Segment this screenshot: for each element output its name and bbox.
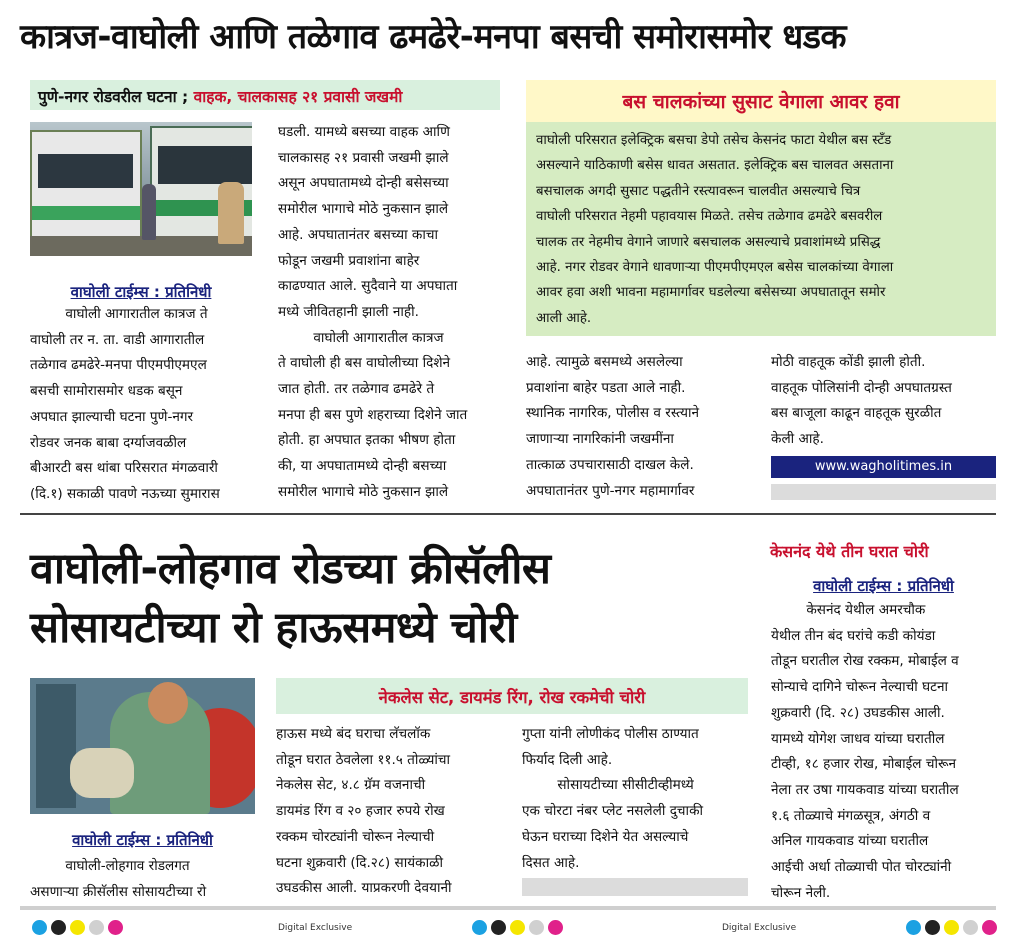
text-line: आहे. अपघातानंतर बसच्या काचा xyxy=(278,226,439,243)
story1-column-4 xyxy=(771,350,996,453)
text-line: दिसत आहे. xyxy=(522,854,580,871)
color-registration-marks xyxy=(32,920,123,935)
story2-headline-line1: वाघोली-लोहगाव रोडच्या क्रीसॅलीस xyxy=(30,544,551,594)
text-line: अपघातानंतर पुणे-नगर महामार्गावर xyxy=(526,482,695,499)
person-figure xyxy=(218,182,244,244)
text-line: असणाऱ्या क्रीसॅलीस सोसायटीच्या रो xyxy=(30,883,207,900)
story1-subhead-injured: वाहक, चालकासह २१ प्रवासी जखमी xyxy=(193,88,403,106)
story2-headline-line2: सोसायटीच्या रो हाऊसमध्ये चोरी xyxy=(30,603,517,653)
text-line: मनपा ही बस पुणे शहराच्या दिशेने जात xyxy=(278,406,468,423)
registration-dot xyxy=(70,920,85,935)
text-line: आवर हवा अशी भावना महामार्गावर घडलेल्या बसेसच्या अपघातातून समोर xyxy=(536,285,886,301)
text-line: सोसायटीच्या सीसीटीव्हीमध्ये xyxy=(557,777,694,794)
text-line: मोठी वाहतूक कोंडी झाली होती. xyxy=(771,354,926,370)
text-line: नेला तर उषा गायकवाड यांच्या घरातील xyxy=(771,781,959,798)
text-line: जात होती. तर तळेगाव ढमढेरे ते xyxy=(278,381,435,398)
registration-dot xyxy=(472,920,487,935)
text-line: शुक्रवारी (दि. २८) उघडकीस आली. xyxy=(771,704,945,721)
footer-bar xyxy=(20,906,996,910)
story2-headline xyxy=(30,540,760,658)
text-line: वाघोली आगारातील कात्रज xyxy=(313,329,444,346)
footer-label: Digital Exclusive xyxy=(278,923,353,933)
text-line: असल्याने याठिकाणी बसेस धावत असतात. इलेक्ट्रिक बस चालवत असताना xyxy=(536,158,894,174)
text-line: की, या अपघातामध्ये दोन्ही बसच्या xyxy=(278,458,447,475)
text-line: चालक तर नेहमीच वेगाने जाणारे बसचालक असल्याचे प्रवाशांमध्ये प्रसिद्ध xyxy=(536,234,881,250)
text-line: केसनंद येथील अमरचौक xyxy=(806,602,926,618)
person-figure xyxy=(142,184,156,240)
website-url: www.wagholitimes.in xyxy=(771,456,996,478)
bus-accident-photo xyxy=(30,122,252,256)
text-line: तोडून घरातील रोख रक्कम, मोबाईल व xyxy=(771,653,959,670)
text-line: फोडून जखमी प्रवाशांना बाहेर xyxy=(278,252,420,269)
text-line: आईची अर्धा तोळ्याची पोत चोरट्यांनी xyxy=(771,859,952,876)
sidebox-body xyxy=(526,122,996,336)
text-line: (दि.१) सकाळी पावणे नऊच्या सुमारास xyxy=(30,485,220,502)
story2-column-1 xyxy=(30,854,255,905)
story1-subhead-location: पुणे-नगर रोडवरील घटना ; xyxy=(38,88,194,106)
text-line: गुप्ता यांनी लोणीकंद पोलीस ठाण्यात xyxy=(522,726,699,742)
theft-illustration xyxy=(30,678,255,814)
registration-dot xyxy=(32,920,47,935)
text-line: टीव्ही, १८ हजार रोख, मोबाईल चोरून xyxy=(771,756,957,773)
text-line: काढण्यात आले. सुदैवाने या अपघाता xyxy=(278,278,458,295)
registration-dot xyxy=(51,920,66,935)
text-line: घेऊन घराच्या दिशेने येत असल्याचे xyxy=(522,828,689,845)
story2-subhead: नेकलेस सेट, डायमंड रिंग, रोख रकमेची चोरी xyxy=(276,678,748,714)
text-line: वाघोली परिसरात नेहमी पहावयास मिळते. तसेच तळेगाव ढमढेरे बसवरील xyxy=(536,209,883,225)
registration-dot xyxy=(108,920,123,935)
text-line: वाघोली तर न. ता. वाडी आगारातील xyxy=(30,331,205,348)
text-line: चालकासह २१ प्रवासी जखमी झाले xyxy=(278,149,449,166)
registration-dot xyxy=(944,920,959,935)
text-line: घटना शुक्रवारी (दि.२८) सायंकाळी xyxy=(276,854,443,871)
text-line: मध्ये जीवितहानी झाली नाही. xyxy=(278,303,419,320)
grey-divider xyxy=(771,484,996,500)
text-line: आली आहे. xyxy=(536,310,592,326)
text-line: बसची सामोरासमोर धडक बसून xyxy=(30,383,183,400)
text-line: तळेगाव ढमढेरे-मनपा पीएमपीएमएल xyxy=(30,357,207,374)
registration-dot xyxy=(906,920,921,935)
registration-dot xyxy=(548,920,563,935)
text-line: प्रवाशांना बाहेर पडता आले नाही. xyxy=(526,379,686,396)
text-line: उघडकीस आली. याप्रकरणी देवयानी xyxy=(276,880,452,897)
text-line: नेकलेस सेट, ४.८ ग्रॅम वजनाची xyxy=(276,777,426,794)
story2-byline: वाघोली टाईम्स : प्रतिनिधी xyxy=(72,831,213,849)
bus-left-image xyxy=(30,130,142,240)
text-line: होती. हा अपघात इतका भीषण होता xyxy=(278,432,456,449)
text-line: १.६ तोळ्याचे मंगळसूत्र, अंगठी व xyxy=(771,807,931,824)
story1-column-1 xyxy=(30,302,252,508)
text-line: वाघोली-लोहगाव रोडलगत xyxy=(65,858,190,874)
text-line: यामध्ये योगेश जाधव यांच्या घरातील xyxy=(771,730,945,747)
color-registration-marks xyxy=(472,920,563,935)
text-line: तोडून घरात ठेवलेला ११.५ तोळ्यांचा xyxy=(276,751,451,768)
text-line: येथील तीन बंद घरांचे कडी कोयंडा xyxy=(771,627,936,644)
story1-column-2 xyxy=(278,120,504,506)
registration-dot xyxy=(963,920,978,935)
text-line: आहे. त्यामुळे बसमध्ये असलेल्या xyxy=(526,354,683,370)
color-registration-marks xyxy=(906,920,997,935)
text-line: डायमंड रिंग व २० हजार रुपये रोख xyxy=(276,803,445,820)
text-line: एक चोरटा नंबर प्लेट नसलेली दुचाकी xyxy=(522,803,704,820)
registration-dot xyxy=(982,920,997,935)
text-line: बीआरटी बस थांबा परिसरात मंगळवारी xyxy=(30,460,218,477)
story2-column-3 xyxy=(522,722,748,876)
footer-label: Digital Exclusive xyxy=(722,923,797,933)
registration-dot xyxy=(89,920,104,935)
grey-divider xyxy=(522,878,748,896)
sidebox-title: बस चालकांच्या सुसाट वेगाला आवर हवा xyxy=(526,80,996,122)
text-line: बसचालक अगदी सुसाट पद्धतीने रस्त्यावरून चालवीत असल्याचे चित्र xyxy=(536,183,861,199)
story1-column-3 xyxy=(526,350,748,504)
text-line: समोरील भागाचे मोठे नुकसान झाले xyxy=(278,483,449,500)
story1-subhead xyxy=(30,80,500,110)
story3-body xyxy=(771,598,996,906)
text-line: आहे. नगर रोडवर वेगाने धावणाऱ्या पीएमपीएमएल बसेस चालकांच्या वेगाला xyxy=(536,260,894,276)
text-line: वाघोली आगारातील कात्रज ते xyxy=(65,306,208,322)
text-line: बस बाजूला काढून वाहतूक सुरळीत xyxy=(771,405,942,422)
text-line: अनिल गायकवाड यांच्या घरातील xyxy=(771,833,929,850)
registration-dot xyxy=(529,920,544,935)
registration-dot xyxy=(510,920,525,935)
text-line: वाहतूक पोलिसांनी दोन्ही अपघातग्रस्त xyxy=(771,379,952,396)
text-line: समोरील भागाचे मोठे नुकसान झाले xyxy=(278,201,449,218)
registration-dot xyxy=(491,920,506,935)
section-divider xyxy=(20,513,996,515)
text-line: वाघोली परिसरात इलेक्ट्रिक बसचा डेपो तसेच केसनंद फाटा येथील बस स्टँड xyxy=(536,133,892,148)
text-line: केली आहे. xyxy=(771,431,824,448)
text-line: अपघात झाल्याची घटना पुणे-नगर xyxy=(30,408,194,425)
text-line: सोन्याचे दागिने चोरून नेल्याची घटना xyxy=(771,679,949,696)
text-line: ते वाघोली ही बस वाघोलीच्या दिशेने xyxy=(278,355,451,372)
text-line: स्थानिक नागरिक, पोलीस व रस्त्याने xyxy=(526,405,700,422)
text-line: चोरून नेली. xyxy=(771,884,831,901)
story3-byline: वाघोली टाईम्स : प्रतिनिधी xyxy=(813,577,954,595)
text-line: रोडवर जनक बाबा दर्ग्याजवळील xyxy=(30,434,187,451)
text-line: हाऊस मध्ये बंद घराचा लॅचलॉक xyxy=(276,726,431,742)
text-line: असून अपघातामध्ये दोन्ही बसेसच्या xyxy=(278,175,449,192)
story1-byline: वाघोली टाईम्स : प्रतिनिधी xyxy=(70,283,212,301)
story2-column-2 xyxy=(276,722,502,902)
story3-headline: केसनंद येथे तीन घरात चोरी xyxy=(770,542,929,561)
story1-headline: कात्रज-वाघोली आणि तळेगाव ढमढेरे-मनपा बसची समोरासमोर धडक xyxy=(20,17,847,57)
text-line: रक्कम चोरट्यांनी चोरून नेल्याची xyxy=(276,828,435,845)
registration-dot xyxy=(925,920,940,935)
text-line: फिर्याद दिली आहे. xyxy=(522,751,613,768)
text-line: तात्काळ उपचारासाठी दाखल केले. xyxy=(526,456,694,473)
text-line: जाणाऱ्या नागरिकांनी जखमींना xyxy=(526,431,674,448)
text-line: घडली. यामध्ये बसच्या वाहक आणि xyxy=(278,124,450,140)
